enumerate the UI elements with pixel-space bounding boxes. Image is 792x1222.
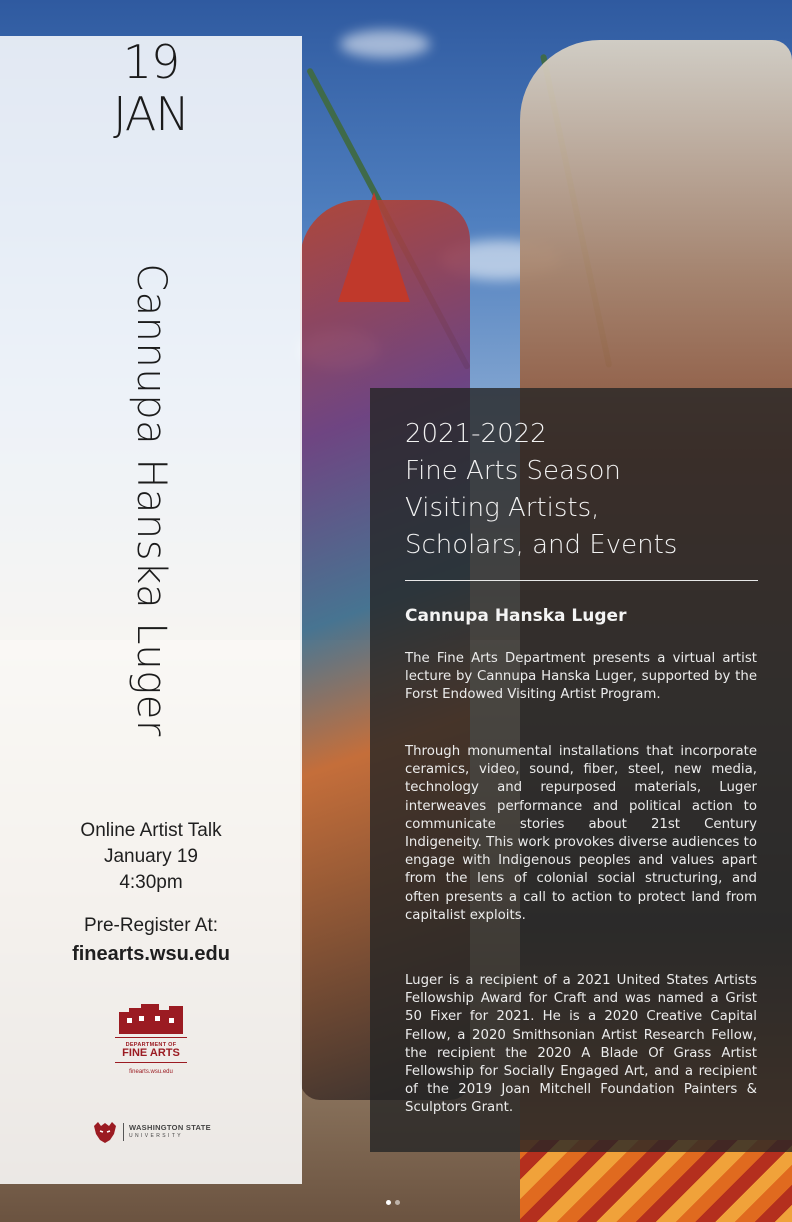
date-day: 19 (122, 35, 180, 89)
date-month: JAN (113, 87, 189, 141)
preregister-url[interactable]: finearts.wsu.edu (72, 943, 230, 965)
event-date (0, 36, 302, 140)
fine-arts-logo (111, 1004, 191, 1075)
paragraph-intro: The Fine Arts Department presents a virtual artist lecture by Cannupa Hanska Luger, supported by the Forst Endowed Visiting Artist Program. (405, 651, 757, 703)
artist-name-heading: Cannupa Hanska Luger (405, 606, 627, 626)
cougar-head-icon (92, 1120, 118, 1144)
event-type: Online Artist Talk (80, 820, 222, 841)
fine-arts-label: FINE ARTS (122, 1047, 180, 1059)
building-logo-icon (119, 1004, 183, 1034)
season-line: Scholars, and Events (405, 530, 678, 560)
divider (405, 580, 758, 581)
wsu-university: UNIVERSITY (129, 1133, 184, 1139)
season-line: 2021-2022 (405, 419, 547, 449)
fine-arts-url: finearts.wsu.edu (129, 1069, 173, 1075)
carousel-dot[interactable] (386, 1200, 391, 1205)
dept-of-label: DEPARTMENT OF (125, 1042, 177, 1048)
season-line: Visiting Artists, (405, 493, 600, 523)
preregister (0, 912, 302, 968)
wsu-name: WASHINGTON STATE (129, 1123, 211, 1132)
event-day: January 19 (103, 846, 198, 867)
event-time: 4:30pm (119, 872, 183, 893)
season-title (405, 416, 765, 564)
preregister-label: Pre-Register At: (83, 915, 219, 936)
paragraph-practice: Through monumental installations that incorporate ceramics, video, sound, fiber, steel, new media, technology and repurposed materials, Luger interweaves performance and political action to communicate stories about 21st Century Indigeneity. This work provokes diverse audiences to engage with Indigenous peoples and values apart from the lens of colonial social structuring, and often presents a call to action to protect land from capitalist exploits. (405, 744, 757, 923)
season-line: Fine Arts Season (405, 456, 621, 486)
carousel-dot[interactable] (395, 1200, 400, 1205)
paragraph-awards: Luger is a recipient of a 2021 United States Artists Fellowship Award for Craft and was named a Grist 50 Fixer for 2021. He is a 2020 Creative Capital Fellow, a 2020 Smithsonian Artist Research Fellow, the recipient the 2020 A Blade Of Grass Artist Fellowship for Socially Engaged Art, and a recipient of the 2019 Joan Mitchell Foundation Painters & Sculptors Grant. (405, 973, 757, 1116)
artist-name-vertical: Cannupa Hanska Luger (128, 263, 174, 737)
wsu-logo (92, 1118, 211, 1146)
carousel-dots (386, 1200, 400, 1205)
event-info (0, 818, 302, 896)
